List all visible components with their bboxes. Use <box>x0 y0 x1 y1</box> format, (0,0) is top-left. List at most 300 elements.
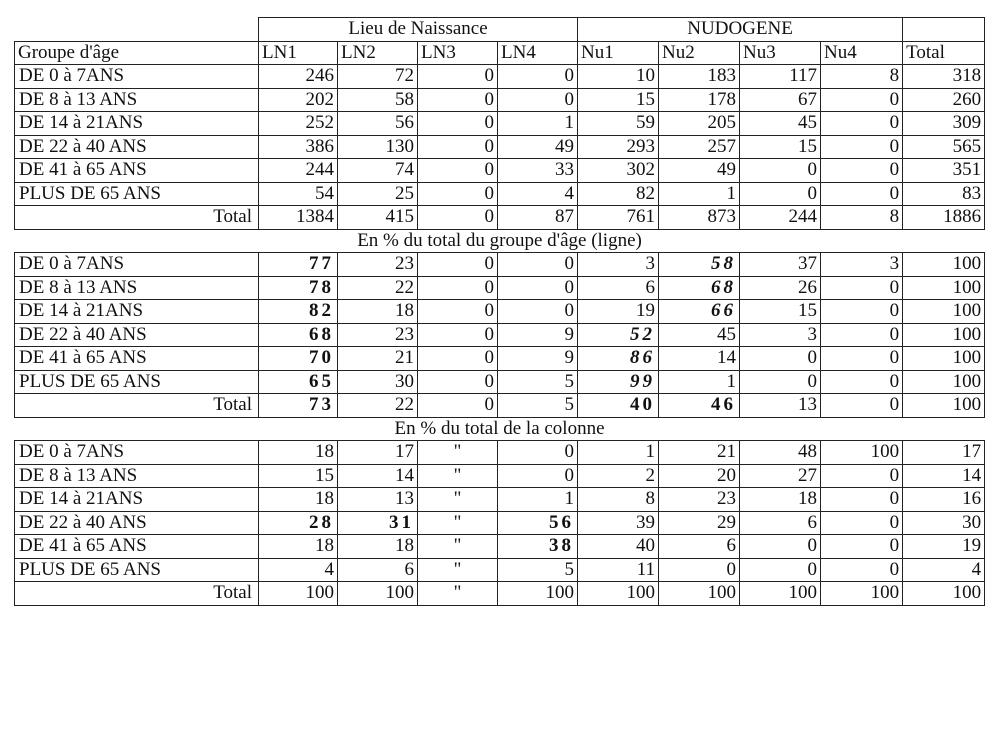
value-cell <box>578 159 659 183</box>
cell-value: " <box>453 464 462 486</box>
section-title: En % du total de la colonne <box>15 417 985 441</box>
table-row <box>15 488 985 512</box>
cell-value: 18 <box>315 488 334 510</box>
cell-value: 1 <box>564 112 575 134</box>
cell-value: 0 <box>484 182 494 204</box>
cell-value: 1 <box>645 441 656 463</box>
value-cell <box>259 394 338 418</box>
value-cell <box>659 276 740 300</box>
age-group-label: DE 8 à 13 ANS <box>15 88 259 112</box>
cell-value: 29 <box>717 511 737 533</box>
cell-value: 252 <box>305 112 334 134</box>
cell-value: 100 <box>545 582 575 604</box>
value-cell <box>740 370 821 394</box>
value-cell <box>740 206 821 230</box>
value-cell <box>418 394 498 418</box>
cell-value: 17 <box>395 441 414 463</box>
cell-value: 0 <box>726 558 737 580</box>
cell-value: 8 <box>645 488 656 510</box>
table-row <box>15 135 985 159</box>
cell-value: 18 <box>315 535 334 557</box>
cell-value: 8 <box>889 65 900 87</box>
cell-value: 23 <box>395 323 414 345</box>
cell-value: 0 <box>889 464 900 486</box>
cell-value: 99 <box>630 370 656 392</box>
cell-value: 244 <box>788 206 818 228</box>
cell-value: 100 <box>305 582 334 604</box>
cell-value: 58 <box>711 253 737 275</box>
cell-value: 6 <box>404 558 414 580</box>
cell-value: 6 <box>645 276 656 298</box>
value-cell <box>903 488 985 512</box>
table-row <box>15 535 985 559</box>
cell-value: 15 <box>315 464 334 486</box>
value-cell <box>338 441 418 465</box>
value-cell <box>659 112 740 136</box>
value-cell <box>821 206 903 230</box>
cell-value: 246 <box>305 65 334 87</box>
value-cell <box>821 535 903 559</box>
age-group-label: DE 8 à 13 ANS <box>15 276 259 300</box>
table-row <box>15 182 985 206</box>
value-cell <box>659 182 740 206</box>
value-cell <box>259 253 338 277</box>
cell-value: 0 <box>889 347 900 369</box>
value-cell <box>259 488 338 512</box>
value-cell <box>821 511 903 535</box>
value-cell <box>740 488 821 512</box>
value-cell <box>578 182 659 206</box>
section-title-row <box>15 229 985 253</box>
cell-value: 565 <box>952 135 982 157</box>
cell-value: 0 <box>484 253 494 275</box>
value-cell <box>418 323 498 347</box>
cell-value: 23 <box>395 253 414 275</box>
age-group-label: DE 0 à 7ANS <box>15 441 259 465</box>
cell-value: 3 <box>889 253 900 275</box>
value-cell <box>659 488 740 512</box>
value-cell <box>659 159 740 183</box>
value-cell <box>740 394 821 418</box>
table-row <box>15 323 985 347</box>
value-cell <box>821 464 903 488</box>
cell-value: 49 <box>555 135 575 157</box>
value-cell <box>259 182 338 206</box>
table-row <box>15 347 985 371</box>
value-cell <box>338 135 418 159</box>
value-cell <box>498 65 578 89</box>
cell-value: " <box>453 535 462 557</box>
cell-value: 0 <box>807 159 818 181</box>
value-cell <box>418 347 498 371</box>
cell-value: 0 <box>564 441 575 463</box>
value-cell <box>338 112 418 136</box>
cell-value: 56 <box>395 112 414 134</box>
total-label: Total <box>15 582 259 606</box>
cell-value: 18 <box>315 441 334 463</box>
cell-value: 5 <box>564 370 575 392</box>
value-cell <box>578 276 659 300</box>
cell-value: 15 <box>798 135 818 157</box>
cell-value: 0 <box>564 65 575 87</box>
value-cell <box>903 253 985 277</box>
cell-value: 5 <box>564 394 575 416</box>
cell-value: 31 <box>389 511 414 533</box>
col-header-age: Groupe d'âge <box>15 41 259 65</box>
cell-value: 37 <box>798 253 818 275</box>
col-header-ln2: LN2 <box>338 41 418 65</box>
cell-value: 73 <box>309 394 334 416</box>
age-group-label: PLUS DE 65 ANS <box>15 558 259 582</box>
value-cell <box>418 182 498 206</box>
cell-value: 761 <box>626 206 656 228</box>
table-row <box>15 300 985 324</box>
value-cell <box>903 582 985 606</box>
age-group-label: DE 14 à 21ANS <box>15 300 259 324</box>
value-cell <box>659 135 740 159</box>
age-group-label: DE 22 à 40 ANS <box>15 135 259 159</box>
value-cell <box>821 182 903 206</box>
cell-value: 2 <box>645 464 656 486</box>
cell-value: 6 <box>726 535 737 557</box>
cell-value: 100 <box>952 253 982 275</box>
cell-value: 9 <box>564 323 575 345</box>
value-cell <box>821 135 903 159</box>
value-cell <box>740 253 821 277</box>
cell-value: 39 <box>636 511 656 533</box>
value-cell <box>659 206 740 230</box>
cell-value: 70 <box>309 347 334 369</box>
cell-value: 67 <box>798 88 818 110</box>
col-header-nu2: Nu2 <box>659 41 740 65</box>
cell-value: " <box>453 511 462 533</box>
cell-value: 46 <box>711 394 737 416</box>
value-cell <box>821 300 903 324</box>
cell-value: 33 <box>555 159 575 181</box>
value-cell <box>498 253 578 277</box>
age-group-label: PLUS DE 65 ANS <box>15 182 259 206</box>
section-title: En % du total du groupe d'âge (ligne) <box>15 229 985 253</box>
value-cell <box>740 511 821 535</box>
cell-value: " <box>453 488 462 510</box>
cell-value: 1 <box>726 182 737 204</box>
value-cell <box>659 535 740 559</box>
value-cell <box>418 488 498 512</box>
value-cell <box>740 582 821 606</box>
lieu-group-header: Lieu de Naissance <box>259 18 578 42</box>
value-cell <box>418 253 498 277</box>
value-cell <box>338 558 418 582</box>
cell-value: 202 <box>305 88 334 110</box>
cell-value: 14 <box>962 464 982 486</box>
value-cell <box>821 347 903 371</box>
value-cell <box>498 206 578 230</box>
value-cell <box>259 370 338 394</box>
value-cell <box>578 441 659 465</box>
value-cell <box>259 135 338 159</box>
cell-value: 100 <box>952 582 982 604</box>
value-cell <box>498 88 578 112</box>
value-cell <box>821 112 903 136</box>
table-row <box>15 558 985 582</box>
value-cell <box>740 135 821 159</box>
cell-value: 23 <box>717 488 737 510</box>
cell-value: 77 <box>309 253 334 275</box>
cell-value: 56 <box>549 511 575 533</box>
value-cell <box>498 112 578 136</box>
cell-value: 318 <box>952 65 982 87</box>
value-cell <box>578 558 659 582</box>
cell-value: 386 <box>305 135 334 157</box>
cell-value: " <box>453 441 462 463</box>
value-cell <box>903 276 985 300</box>
cell-value: 309 <box>952 112 982 134</box>
value-cell <box>578 582 659 606</box>
value-cell <box>659 464 740 488</box>
col-header-ln4: LN4 <box>498 41 578 65</box>
cell-value: 100 <box>952 323 982 345</box>
cell-value: 351 <box>952 159 982 181</box>
cell-value: 59 <box>636 112 656 134</box>
cell-value: 74 <box>395 159 414 181</box>
cell-value: 48 <box>798 441 818 463</box>
cell-value: 100 <box>870 441 900 463</box>
value-cell <box>259 582 338 606</box>
cell-value: 0 <box>889 112 900 134</box>
cell-value: 0 <box>889 323 900 345</box>
value-cell <box>259 88 338 112</box>
value-cell <box>338 88 418 112</box>
cell-value: 0 <box>807 182 818 204</box>
age-group-label: DE 8 à 13 ANS <box>15 464 259 488</box>
cell-value: 0 <box>807 370 818 392</box>
cell-value: 18 <box>395 300 414 322</box>
cell-value: 21 <box>717 441 737 463</box>
value-cell <box>578 394 659 418</box>
cell-value: 30 <box>395 370 414 392</box>
cell-value: 117 <box>789 65 818 87</box>
cell-value: 18 <box>798 488 818 510</box>
value-cell <box>418 276 498 300</box>
cell-value: 6 <box>807 511 818 533</box>
cell-value: 27 <box>798 464 818 486</box>
age-group-label: DE 14 à 21ANS <box>15 112 259 136</box>
cell-value: 0 <box>564 276 575 298</box>
cell-value: 0 <box>484 135 494 157</box>
cell-value: 415 <box>385 206 414 228</box>
value-cell <box>418 88 498 112</box>
cell-value: 130 <box>385 135 414 157</box>
cell-value: 0 <box>484 370 494 392</box>
cell-value: 38 <box>549 535 575 557</box>
table-row <box>15 88 985 112</box>
cell-value: 100 <box>952 347 982 369</box>
table-row <box>15 159 985 183</box>
value-cell <box>498 182 578 206</box>
value-cell <box>259 276 338 300</box>
table-row <box>15 112 985 136</box>
table-row <box>15 276 985 300</box>
value-cell <box>821 441 903 465</box>
value-cell <box>659 300 740 324</box>
cell-value: 87 <box>555 206 575 228</box>
value-cell <box>903 558 985 582</box>
cell-value: 0 <box>889 159 900 181</box>
cell-value: 14 <box>717 347 737 369</box>
cell-value: 205 <box>707 112 737 134</box>
value-cell <box>259 464 338 488</box>
cell-value: 15 <box>636 88 656 110</box>
cell-value: 100 <box>952 370 982 392</box>
value-cell <box>498 488 578 512</box>
value-cell <box>821 394 903 418</box>
value-cell <box>259 535 338 559</box>
value-cell <box>338 276 418 300</box>
cell-value: 40 <box>636 535 656 557</box>
cell-value: 0 <box>889 394 900 416</box>
value-cell <box>418 441 498 465</box>
cell-value: 1886 <box>943 206 982 228</box>
cell-value: 0 <box>484 323 494 345</box>
cell-value: 3 <box>645 253 656 275</box>
value-cell <box>418 300 498 324</box>
value-cell <box>740 182 821 206</box>
cell-value: 21 <box>395 347 414 369</box>
cell-value: 1384 <box>296 206 334 228</box>
value-cell <box>259 347 338 371</box>
table-row <box>15 65 985 89</box>
value-cell <box>659 394 740 418</box>
value-cell <box>903 159 985 183</box>
value-cell <box>338 65 418 89</box>
value-cell <box>821 488 903 512</box>
cell-value: 0 <box>889 535 900 557</box>
cell-value: 302 <box>626 159 656 181</box>
value-cell <box>338 253 418 277</box>
age-group-label: DE 41 à 65 ANS <box>15 535 259 559</box>
value-cell <box>338 182 418 206</box>
cell-value: 183 <box>707 65 737 87</box>
value-cell <box>903 182 985 206</box>
cell-value: 49 <box>717 159 737 181</box>
value-cell <box>821 323 903 347</box>
cell-value: 78 <box>309 276 334 298</box>
cell-value: 0 <box>889 370 900 392</box>
value-cell <box>498 347 578 371</box>
cell-value: 0 <box>807 535 818 557</box>
cell-value: 0 <box>889 88 900 110</box>
table-row <box>15 464 985 488</box>
value-cell <box>740 112 821 136</box>
value-cell <box>259 300 338 324</box>
age-group-label: DE 0 à 7ANS <box>15 65 259 89</box>
cell-value: 3 <box>807 323 818 345</box>
cell-value: 0 <box>889 558 900 580</box>
cell-value: 18 <box>395 535 414 557</box>
value-cell <box>903 135 985 159</box>
cell-value: " <box>453 558 462 580</box>
cell-value: 28 <box>309 511 334 533</box>
cell-value: 100 <box>788 582 818 604</box>
value-cell <box>578 253 659 277</box>
value-cell <box>338 347 418 371</box>
value-cell <box>659 253 740 277</box>
value-cell <box>259 441 338 465</box>
cell-value: 9 <box>564 347 575 369</box>
value-cell <box>578 488 659 512</box>
value-cell <box>578 88 659 112</box>
cell-value: 58 <box>395 88 414 110</box>
col-header-total: Total <box>903 41 985 65</box>
cell-value: 72 <box>395 65 414 87</box>
value-cell <box>578 112 659 136</box>
cell-value: 0 <box>889 511 900 533</box>
value-cell <box>498 370 578 394</box>
value-cell <box>659 582 740 606</box>
value-cell <box>259 206 338 230</box>
cell-value: 17 <box>962 441 982 463</box>
value-cell <box>259 323 338 347</box>
value-cell <box>498 276 578 300</box>
col-header-nu4: Nu4 <box>821 41 903 65</box>
value-cell <box>821 276 903 300</box>
value-cell <box>740 323 821 347</box>
cell-value: 0 <box>807 347 818 369</box>
group-header-row <box>15 18 985 42</box>
value-cell <box>740 535 821 559</box>
cell-value: 4 <box>324 558 334 580</box>
value-cell <box>418 535 498 559</box>
value-cell <box>740 558 821 582</box>
value-cell <box>498 558 578 582</box>
value-cell <box>821 65 903 89</box>
cell-value: 0 <box>564 464 575 486</box>
cell-value: 22 <box>395 276 414 298</box>
value-cell <box>821 253 903 277</box>
cell-value: 82 <box>309 300 334 322</box>
value-cell <box>418 370 498 394</box>
value-cell <box>903 511 985 535</box>
cell-value: 0 <box>889 135 900 157</box>
cell-value: 100 <box>952 300 982 322</box>
cell-value: 0 <box>484 112 494 134</box>
value-cell <box>903 441 985 465</box>
cell-value: 0 <box>484 206 494 228</box>
cell-value: 4 <box>564 182 575 204</box>
value-cell <box>903 112 985 136</box>
cell-value: 1 <box>564 488 575 510</box>
value-cell <box>659 347 740 371</box>
value-cell <box>659 370 740 394</box>
value-cell <box>740 441 821 465</box>
value-cell <box>418 112 498 136</box>
cell-value: 25 <box>395 182 414 204</box>
age-group-label: DE 14 à 21ANS <box>15 488 259 512</box>
nudo-group-header: NUDOGENE <box>578 18 903 42</box>
cell-value: 82 <box>636 182 656 204</box>
value-cell <box>338 511 418 535</box>
cell-value: 68 <box>309 323 334 345</box>
value-cell <box>338 323 418 347</box>
cell-value: 10 <box>636 65 656 87</box>
value-cell <box>338 488 418 512</box>
section-title-row <box>15 417 985 441</box>
age-group-label: DE 41 à 65 ANS <box>15 347 259 371</box>
value-cell <box>740 300 821 324</box>
cell-value: 54 <box>315 182 334 204</box>
cell-value: 244 <box>305 159 334 181</box>
cell-value: 68 <box>711 276 737 298</box>
